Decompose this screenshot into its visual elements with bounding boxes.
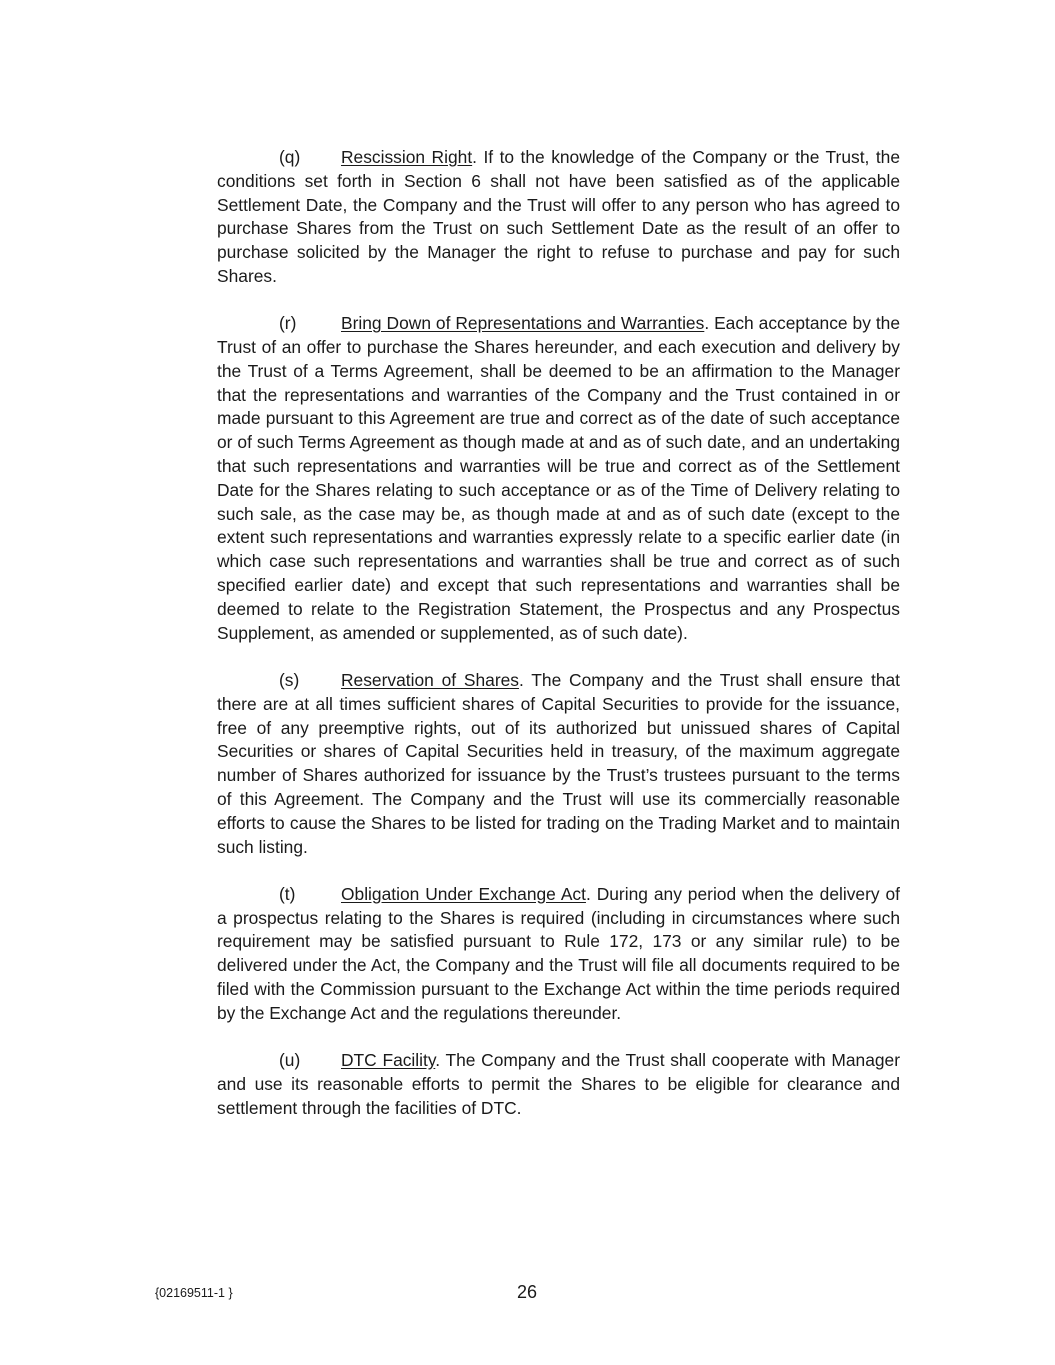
paragraph-label: (u) [279, 1050, 301, 1071]
paragraph-text: . If to the knowledge of the Company or the Trust, the conditions set forth in Section 6 shall not have been satisfied as of the applicable Settlement Date, the Company and the Trust will offer to any person who has agreed to purchase Shares from the Trust on such Settlement Date as the result of an offer to purchase solicited by the Manager the right to refuse to purchase and pay for such Shares. [217, 147, 900, 286]
paragraph-q [217, 146, 900, 289]
document-body [217, 146, 900, 1144]
paragraph-heading: Obligation Under Exchange Act [341, 883, 586, 904]
paragraph-text: . Each acceptance by the Trust of an offer to purchase the Shares hereunder, and each execution and delivery by the Trust of a Terms Agreement, shall be deemed to be an affirmation to the Manager that the representations and warranties of the Company and the Trust contained in or made pursuant to this Agreement are true and correct as of the date of such acceptance or of such Terms Agreement as though made at and as of such date, and an undertaking that such representations and warranties will be true and correct as of the Settlement Date for the Shares relating to such acceptance or as of the Time of Delivery relating to such sale, as the case may be, as though made at and as of such date (except to the extent such representations and warranties expressly relate to a specific earlier date (in which case such representations and warranties shall be true and correct as of such specified earlier date) and except that such representations and warranties shall be deemed to relate to the Registration Statement, the Prospectus and any Prospectus Supplement, as amended or supplemented, as of such date). [217, 313, 900, 643]
paragraph-text: . During any period when the delivery of a prospectus relating to the Shares is required (including in circumstances where such requirement may be satisfied pursuant to Rule 172, 173 or any similar rule) to be delivered under the Act, the Company and the Trust will file all documents required to be filed with the Commission pursuant to the Exchange Act within the time periods required by the Exchange Act and the regulations thereunder. [217, 883, 900, 1023]
paragraph-u [217, 1049, 900, 1120]
paragraph-label: (r) [279, 313, 297, 334]
page-number: 26 [516, 1282, 538, 1302]
paragraph-heading: DTC Facility [341, 1050, 436, 1071]
paragraph-s [217, 669, 900, 859]
paragraph-heading: Rescission Right [341, 147, 473, 167]
paragraph-r [217, 312, 900, 645]
paragraph-label: (s) [279, 669, 300, 690]
paragraph-label: (q) [279, 147, 301, 167]
paragraph-heading: Bring Down of Representations and Warranties [341, 313, 705, 334]
paragraph-text: . The Company and the Trust shall cooperate with Manager and use its reasonable efforts to permit the Shares to be eligible for clearance and settlement through the facilities of DTC. [217, 1050, 901, 1118]
paragraph-text: . The Company and the Trust shall ensure that there are at all times sufficient shares of Capital Securities to provide for the issuance, free of any preemptive rights, out of its authorized but unissued shares of Capital Securities or shares of Capital Securities held in treasury, of the maximum aggregate number of Shares authorized for issuance by the Trust’s trustees pursuant to the terms of this Agreement. The Company and the Trust will use its commercially reasonable efforts to cause the Shares to be listed for trading on the Trading Market and to maintain such listing. [217, 669, 900, 857]
paragraph-t [217, 883, 900, 1026]
paragraph-label: (t) [279, 883, 296, 904]
paragraph-heading: Reservation of Shares [341, 669, 519, 690]
footer-document-id: {02169511-1 } [155, 1286, 233, 1300]
